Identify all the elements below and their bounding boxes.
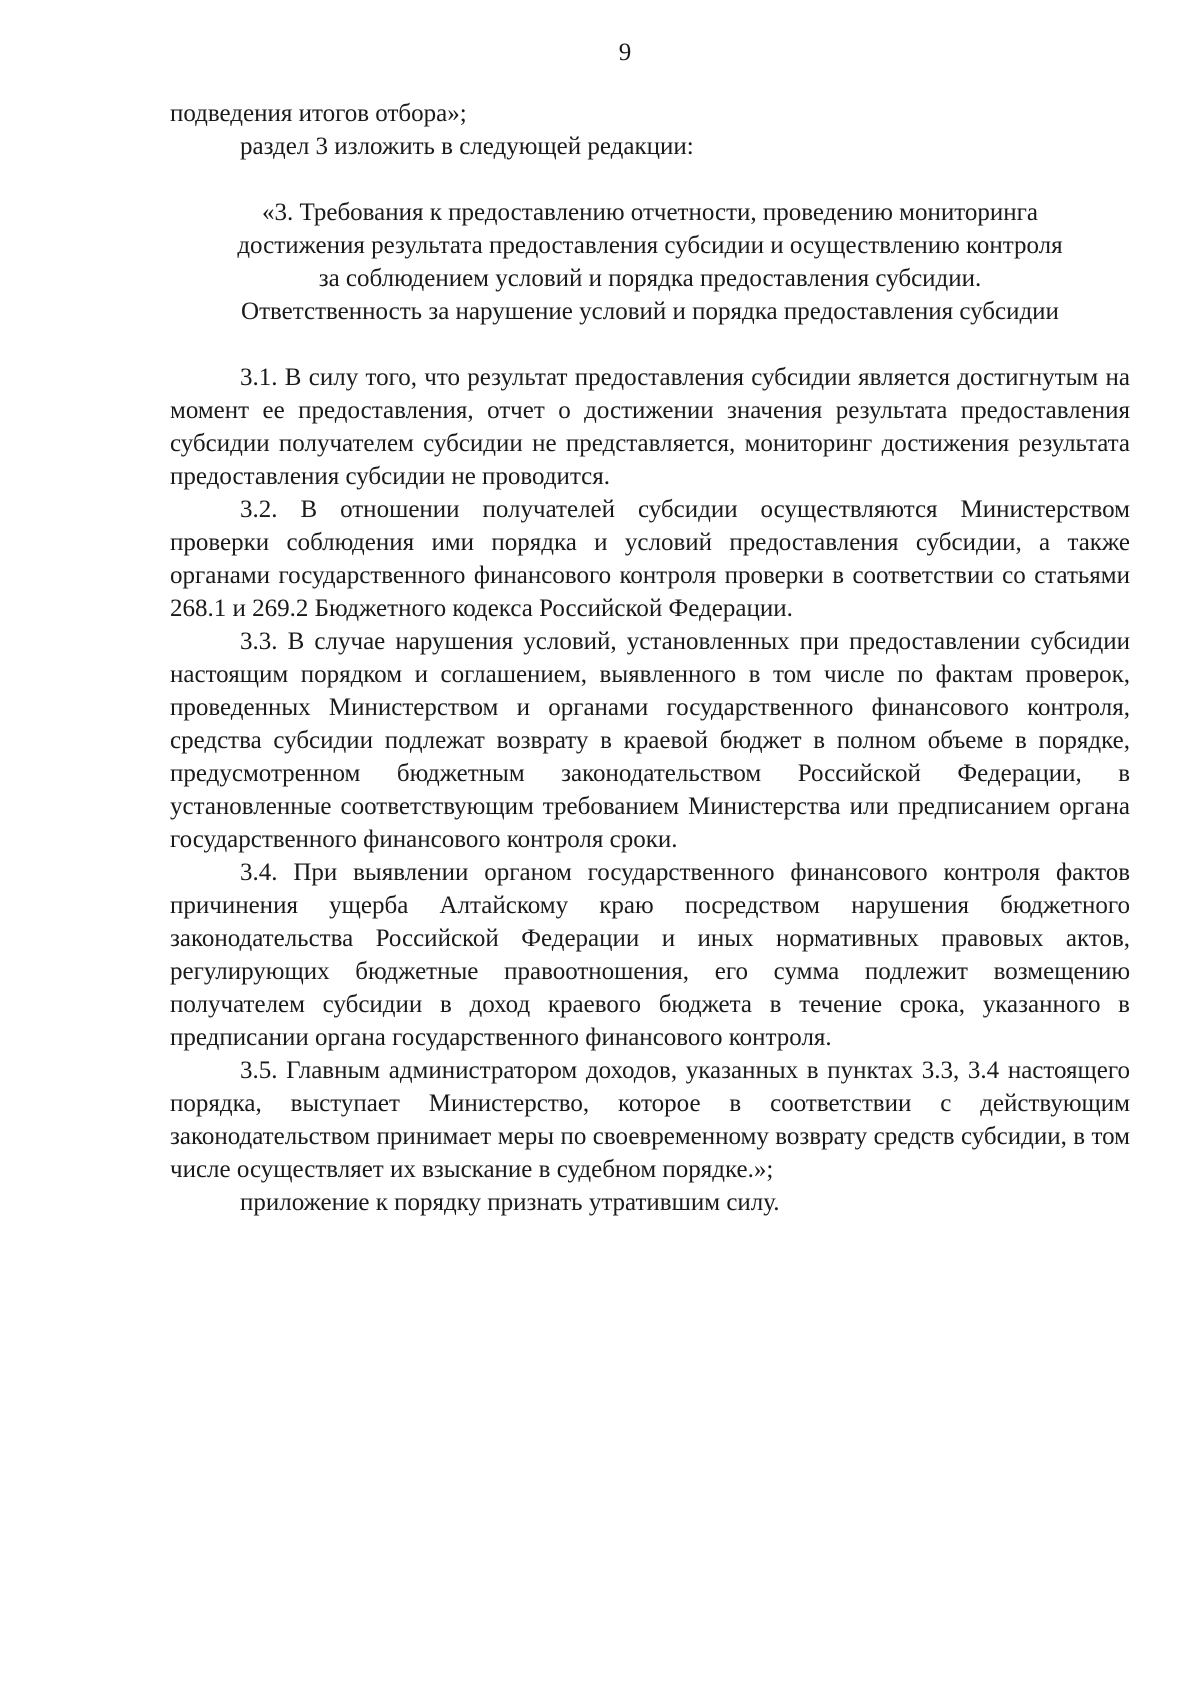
closing-line: приложение к порядку признать утратившим силу. bbox=[240, 1189, 780, 1216]
document-body bbox=[170, 97, 1130, 1219]
paragraph-3-1: 3.1. В силу того, что результат предоставления субсидии является достигнутым на момент ее предоставления, отчет о достижении значения результата предоставления субсидии получателем субсидии не представляется, мониторинг достижения результата предоставления субсидии не проводится. bbox=[170, 364, 1130, 490]
paragraph-3-5: 3.5. Главным администратором доходов, указанных в пунктах 3.3, 3.4 настоящего порядка, выступает Министерство, которое в соответствии с действующим законодательством принимает меры по своевременному возврату средств субсидии, в том числе осуществляет их взыскание в судебном порядке.»; bbox=[170, 1057, 1130, 1183]
heading-line-1: «3. Требования к предоставлению отчетности, проведению мониторинга bbox=[262, 199, 1038, 226]
heading-line-4: Ответственность за нарушение условий и порядка предоставления субсидии bbox=[241, 298, 1059, 325]
heading-line-2: достижения результата предоставления субсидии и осуществлению контроля bbox=[237, 232, 1063, 259]
page-number: 9 bbox=[618, 39, 632, 66]
paragraph-3-3: 3.3. В случае нарушения условий, установленных при предоставлении субсидии настоящим порядком и соглашением, выявленного в том числе по фактам проверок, проведенных Министерством и органами государственного финансового контроля, средства субсидии подлежат возврату в краевой бюджет в полном объеме в порядке, предусмотренном бюджетным законодательством Российской Федерации, в установленные соответствующим требованием Министерства или предписанием органа государственного финансового контроля сроки. bbox=[170, 628, 1130, 853]
intro-line-1: подведения итогов отбора»; bbox=[170, 100, 467, 127]
paragraph-3-4: 3.4. При выявлении органом государственного финансового контроля фактов причинения ущерба Алтайскому краю посредством нарушения бюджетного законодательства Российской Федерации и иных нормативных правовых актов, регулирующих бюджетные правоотношения, его сумма подлежит возмещению получателем субсидии в доход краевого бюджета в течение срока, указанного в предписании органа государственного финансового контроля. bbox=[170, 859, 1130, 1051]
heading-line-3: за соблюдением условий и порядка предоставления субсидии. bbox=[318, 265, 982, 292]
paragraph-3-2: 3.2. В отношении получателей субсидии осуществляются Министерством проверки соблюдения ими порядка и условий предоставления субсидии, а также органами государственного финансового контроля проверки в соответствии со статьями 268.1 и 269.2 Бюджетного кодекса Российской Федерации. bbox=[170, 496, 1130, 622]
intro-line-2: раздел 3 изложить в следующей редакции: bbox=[240, 133, 694, 160]
section-heading bbox=[170, 196, 1130, 328]
